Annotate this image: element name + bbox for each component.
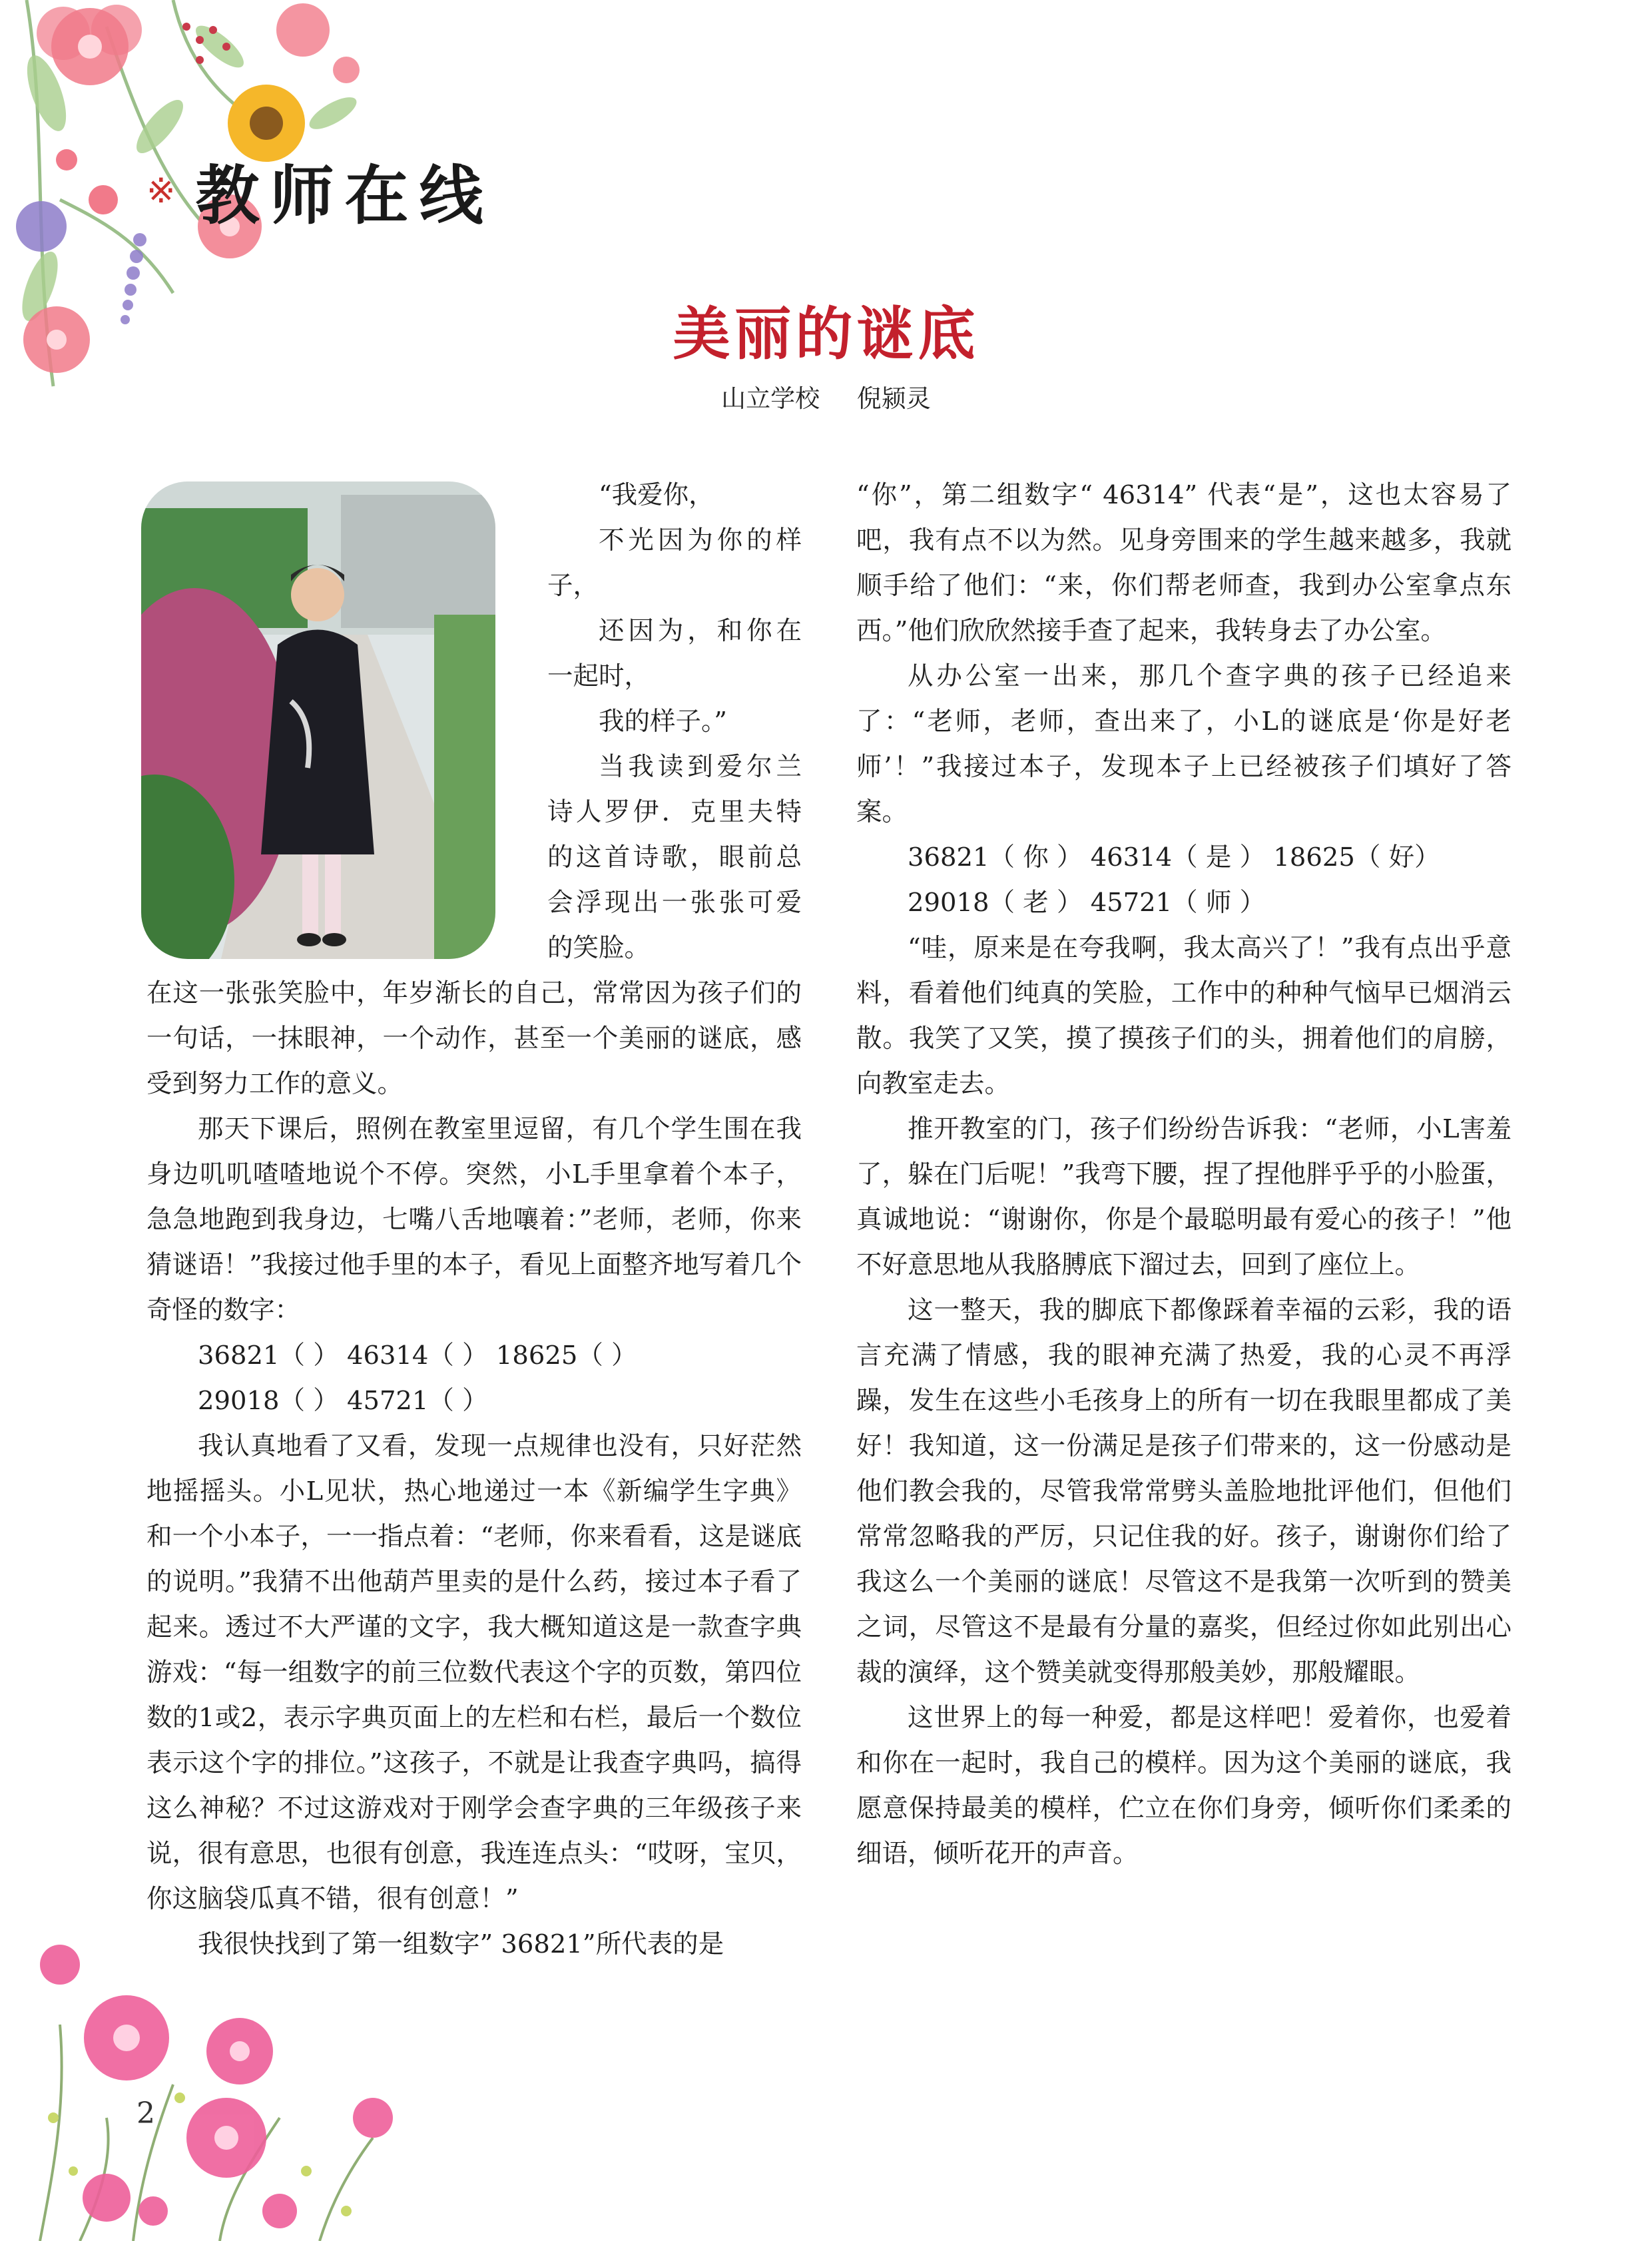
- paragraph: “哇，原来是在夸我啊，我太高兴了！”我有点出乎意料，看着他们纯真的笑脸，工作中的种种气恼早已烟消云散。我笑了又笑，摸了摸孩子们的头，拥着他们的肩膀，向教室走去。: [856, 933, 1512, 1099]
- author-school: 山立学校: [721, 384, 820, 413]
- section-title: 教师在线: [195, 158, 494, 233]
- section-mark-icon: ※: [146, 170, 176, 211]
- column-1-bottom: [146, 971, 802, 1967]
- answer-row: 29018（ 老 ） 45721（ 师 ）: [908, 888, 1266, 918]
- floral-decoration-bottom: [0, 1918, 519, 2241]
- paragraph: 我很快找到了第一组数字” 36821”所代表的是: [198, 1929, 724, 1959]
- paragraph: 推开教室的门，孩子们纷纷告诉我：“老师，小L害羞了，躲在门后呢！”我弯下腰，捏了捏他胖乎乎的小脸蛋，真诚地说：“谢谢你，你是个最聪明最有爱心的孩子！”他不好意思地从我胳膊底下溜过去，回到了座位上。: [856, 1114, 1512, 1280]
- paragraph: 这世界上的每一种爱，都是这样吧！爱着你，也爱着和你在一起时，我自己的模样。因为这个美丽的谜底，我愿意保持最美的模样，伫立在你们身旁，倾听你们柔柔的细语，倾听花开的声音。: [856, 1703, 1512, 1869]
- poem-line-2: 不光因为你的样子，: [547, 525, 802, 601]
- article-title: 美丽的谜底: [673, 301, 979, 368]
- column-2: [856, 473, 1512, 1877]
- paragraph: 那天下课后，照例在教室里逗留，有几个学生围在我身边叽叽喳喳地说个不停。突然，小L手里拿着个本子，急急地跑到我身边，七嘴八舌地嚷着：”老师，老师，你来猜谜语！”我接过他手里的本子，看见上面整齐地写着几个奇怪的数字：: [146, 1114, 802, 1325]
- poem-line-1: “我爱你，: [599, 480, 714, 510]
- paragraph: 从办公室一出来，那几个查字典的孩子已经追来了：“老师，老师，查出来了，小L的谜底是‘你是好老师’！”我接过本子，发现本子上已经被孩子们填好了答案。: [856, 661, 1512, 827]
- intro-paragraph: 当我读到爱尔兰诗人罗伊．克里夫特的这首诗歌，眼前总会浮现出一张张可爱的笑脸。: [547, 752, 802, 963]
- author-name: 倪颍灵: [856, 384, 931, 413]
- byline: [0, 378, 1652, 414]
- paragraph: 在这一张张笑脸中，年岁渐长的自己，常常因为孩子们的一句话，一抹眼神，一个动作，甚至一个美丽的谜底，感受到努力工作的意义。: [146, 978, 802, 1099]
- poem-line-4: 我的样子。”: [599, 707, 727, 737]
- number-row: 29018（ ） 45721（ ）: [198, 1386, 488, 1416]
- paragraph: 这一整天，我的脚底下都像踩着幸福的云彩，我的语言充满了情感，我的眼神充满了热爱，我的心灵不再浮躁，发生在这些小毛孩身上的所有一切在我眼里都成了美好！我知道，这一份满足是孩子们带来的，这一份感动是他们教会我的，尽管我常常劈头盖脸地批评他们，但他们常常忽略我的严厉，只记住我的好。孩子，谢谢你们给了我这么一个美丽的谜底！尽管这不是我第一次听到的赞美之词，尽管这不是最有分量的嘉奖，但经过你如此别出心裁的演绎，这个赞美就变得那般美妙，那般耀眼。: [856, 1295, 1512, 1688]
- author-photo-image: [141, 481, 495, 959]
- column-1-top: [547, 473, 802, 971]
- paragraph: 我认真地看了又看，发现一点规律也没有，只好茫然地摇摇头。小L见状，热心地递过一本《新编学生字典》和一个小本子，一一指点着：“老师，你来看看，这是谜底的说明。”我猜不出他葫芦里卖的是什么药，接过本子看了起来。透过不大严谨的文字，我大概知道这是一款查字典游戏：“每一组数字的前三位数代表这个字的页数，第四位数的1或2，表示字典页面上的左栏和右栏，最后一个数位表示这个字的排位。”这孩子，不就是让我查字典吗，搞得这么神秘？不过这游戏对于刚学会查字典的三年级孩子来说，很有意思，也很有创意，我连连点头：“哎呀，宝贝，你这脑袋瓜真不错，很有创意！”: [146, 1431, 802, 1914]
- answer-row: 36821（ 你 ） 46314（ 是 ） 18625（ 好）: [908, 842, 1440, 872]
- paragraph: “你”，第二组数字“ 46314” 代表“是”，这也太容易了吧，我有点不以为然。见身旁围来的学生越来越多，我就顺手给了他们：“来，你们帮老师查，我到办公室拿点东西。”他们欣欣然接手查了起来，我转身去了办公室。: [856, 480, 1512, 646]
- author-photo: [141, 481, 495, 959]
- section-header: [146, 145, 494, 236]
- page-number: 2: [137, 2096, 155, 2130]
- poem-line-3: 还因为，和你在一起时，: [547, 616, 802, 691]
- number-row: 36821（ ） 46314（ ） 18625（ ）: [198, 1341, 637, 1371]
